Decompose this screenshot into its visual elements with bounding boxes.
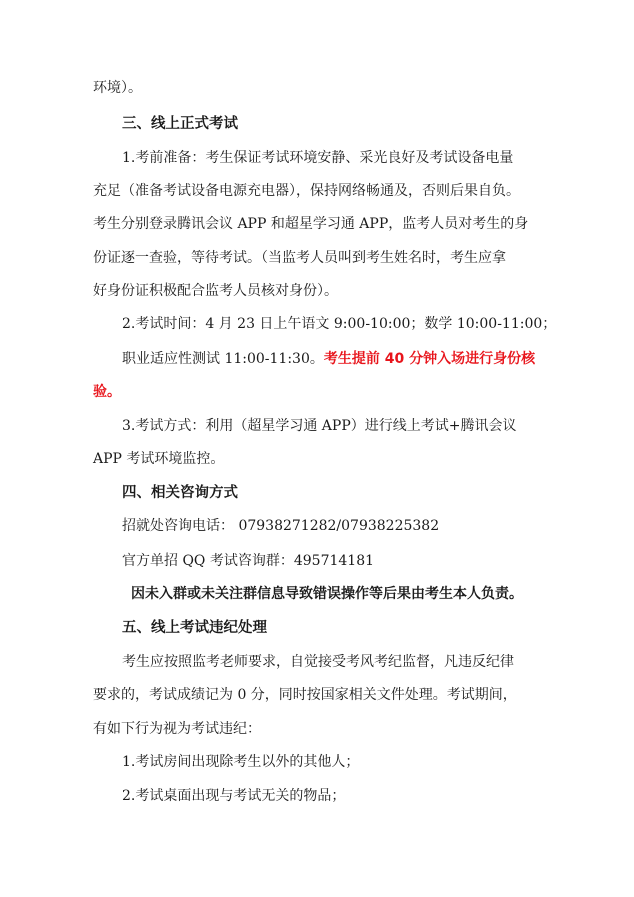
violation-item: 2.考试桌面出现与考试无关的物品； xyxy=(122,788,346,804)
paragraph-line: 好身份证积极配合监考人员核对身份）。 xyxy=(93,283,338,299)
emphasis-text: 验。 xyxy=(93,384,121,400)
paragraph-line: 考生分别登录腾讯会议 APP 和超星学习通 APP，监考人员对考生的身 xyxy=(93,216,529,232)
paragraph-line: 2.考试时间：4 月 23 日上午语文 9:00-10:00；数学 10:00-11:00； xyxy=(122,316,557,332)
contact-phone: 招就处咨询电话： 07938271282/07938225382 xyxy=(122,518,440,534)
contact-qq-group: 官方单招 QQ 考试咨询群：495714181 xyxy=(122,553,375,569)
paragraph-line xyxy=(122,349,535,369)
section-heading-5: 五、线上考试违纪处理 xyxy=(122,620,267,636)
exam-time-text: 职业适应性测试 11:00-11:30。 xyxy=(122,351,324,367)
section-heading-4: 四、相关咨询方式 xyxy=(122,485,238,501)
section-heading-3: 三、线上正式考试 xyxy=(122,116,238,132)
paragraph-line: APP 考试环境监控。 xyxy=(93,451,225,467)
emphasis-text: 考生提前 40 分钟入场进行身份核 xyxy=(323,351,536,367)
violation-item: 1.考试房间出现除考生以外的其他人； xyxy=(122,754,360,770)
paragraph-line: 份证逐一查验，等待考试。（当监考人员叫到考生姓名时，考生应拿 xyxy=(93,250,506,266)
paragraph-line: 充足（准备考试设备电源充电器），保持网络畅通及，否则后果自负。 xyxy=(93,183,520,199)
paragraph-line: 要求的，考试成绩记为 0 分，同时按国家相关文件处理。考试期间， xyxy=(93,687,517,703)
paragraph-line: 3.考试方式：利用（超星学习通 APP）进行线上考试+腾讯会议 xyxy=(122,418,517,434)
paragraph-line: 有如下行为视为考试违纪： xyxy=(93,721,261,737)
paragraph-line: 1.考前准备：考生保证考试环境安静、采光良好及考试设备电量 xyxy=(122,150,514,166)
paragraph-line: 考生应按照监考老师要求，自觉接受考风考纪监督，凡违反纪律 xyxy=(122,654,514,670)
notice-text: 因未入群或未关注群信息导致错误操作等后果由考生本人负责。 xyxy=(131,586,523,602)
paragraph-line: 环境）。 xyxy=(93,80,142,96)
